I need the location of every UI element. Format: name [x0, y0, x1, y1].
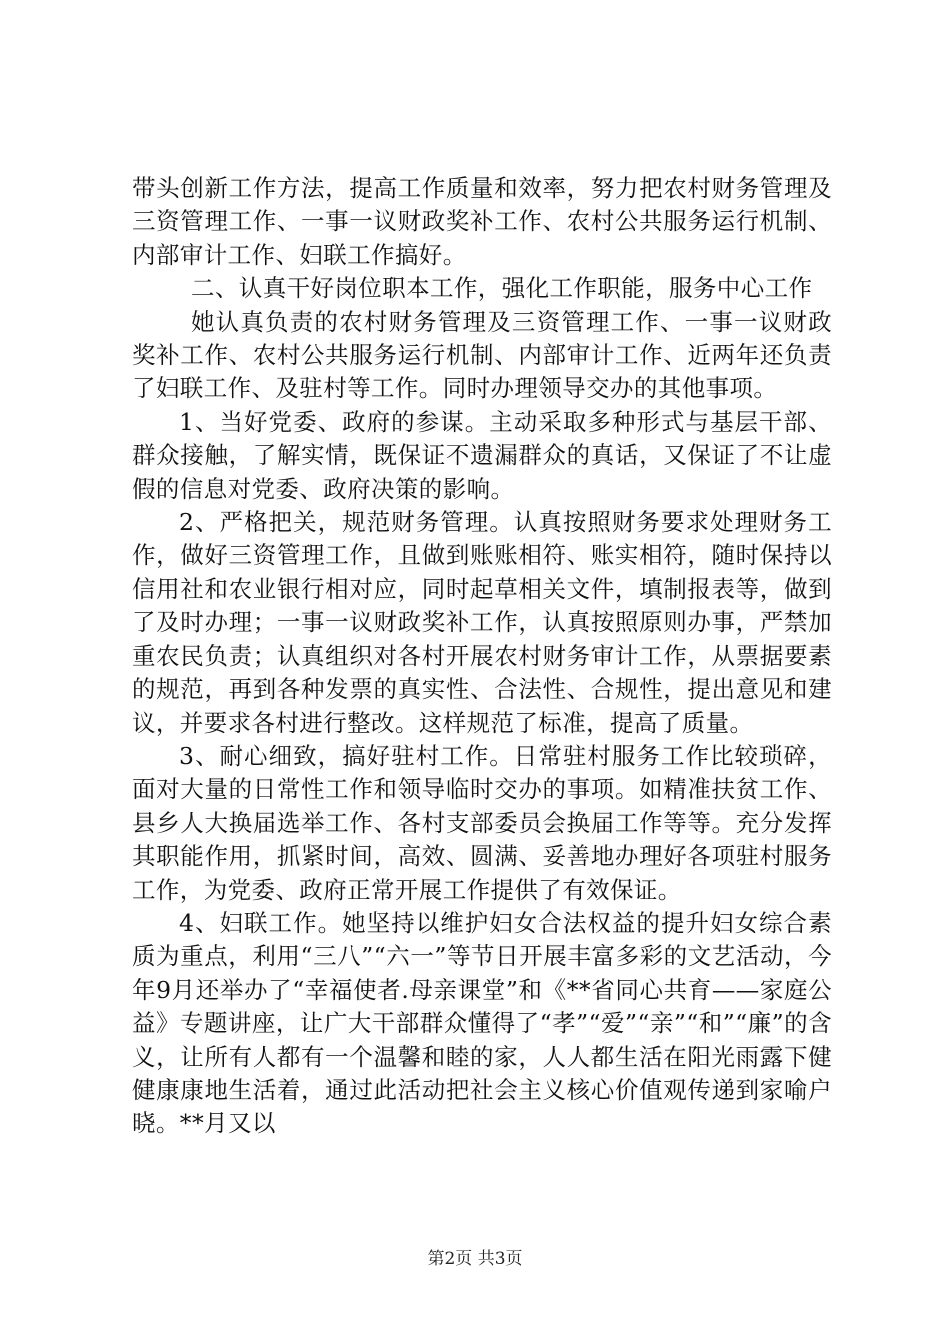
paragraph-duties: 她认真负责的农村财务管理及三资管理工作、一事一议财政奖补工作、农村公共服务运行机制、内部审计工作、近两年还负责了妇联工作、及驻村等工作。同时办理领导交办的其他事项。 [132, 307, 832, 403]
page-number-footer: 第2页 共3页 [427, 1249, 523, 1269]
paragraph-item-4: 4、妇联工作。她坚持以维护妇女合法权益的提升妇女综合素质为重点，利用“三八”“六一”等节日开展丰富多彩的文艺活动，今年9月还举办了“幸福使者.母亲课堂”和《**省同心共育——家庭公益》专题讲座，让广大干部群众懂得了“孝”“爱”“亲”“和”“廉”的含义，让所有人都有一个温馨和睦的家，人人都生活在阳光雨露下健健康康地生活着，通过此活动把社会主义核心价值观传递到家喻户晓。**月又以 [132, 908, 832, 1138]
paragraph-continuation: 带头创新工作方法，提高工作质量和效率，努力把农村财务管理及三资管理工作、一事一议财政奖补工作、农村公共服务运行机制、内部审计工作、妇联工作搞好。 [132, 174, 832, 269]
section-heading-2: 二、认真干好岗位职本工作，强化工作职能，服务中心工作 [191, 274, 813, 303]
paragraph-item-3: 3、耐心细致，搞好驻村工作。日常驻村服务工作比较琐碎，面对大量的日常性工作和领导临时交办的事项。如精准扶贫工作、县乡人大换届选举工作、各村支部委员会换届工作等等。充分发挥其职能作用，抓紧时间，高效、圆满、妥善地办理好各项驻村服务工作，为党委、政府正常开展工作提供了有效保证。 [132, 741, 832, 904]
document-body [132, 172, 832, 1141]
paragraph-item-2: 2、严格把关，规范财务管理。认真按照财务要求处理财务工作，做好三资管理工作，且做到账账相符、账实相符，随时保持以信用社和农业银行相对应，同时起草相关文件，填制报表等，做到了及时办理；一事一议财政奖补工作，认真按照原则办事，严禁加重农民负责；认真组织对各村开展农村财务审计工作，从票据要素的规范，再到各种发票的真实性、合法性、合规性，提出意见和建议，并要求各村进行整改。这样规范了标准，提高了质量。 [132, 508, 832, 737]
paragraph-item-1: 1、当好党委、政府的参谋。主动采取多种形式与基层干部、群众接触，了解实情，既保证不遗漏群众的真话，又保证了不让虚假的信息对党委、政府决策的影响。 [132, 407, 832, 503]
